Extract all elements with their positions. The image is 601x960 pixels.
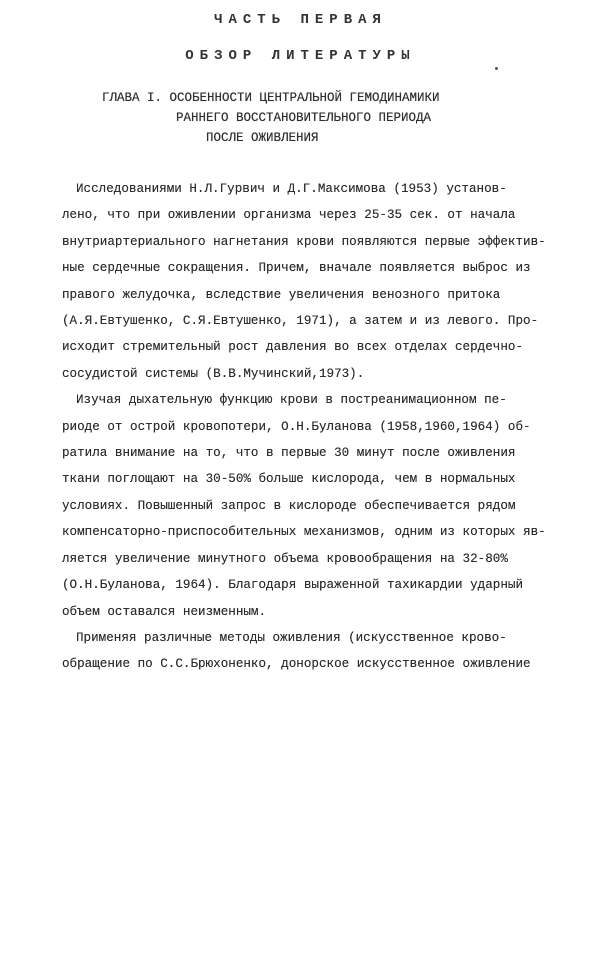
chapter-heading-line-1: ГЛАВА I. ОСОБЕННОСТИ ЦЕНТРАЛЬНОЙ ГЕМОДИНАМИКИ — [102, 91, 440, 105]
text-line: сосудистой системы (В.В.Мучинский,1973). — [62, 366, 365, 381]
text-line: Изучая дыхательную функцию крови в постреанимационном пе- — [76, 393, 507, 408]
text-line: ткани поглощают на 30-50% больше кислорода, чем в нормальных — [62, 472, 516, 487]
body-text — [62, 176, 556, 678]
text-line: ляется увеличение минутного объема кровообращения на 32-80% — [62, 551, 508, 566]
chapter-heading-line-2: РАННЕГО ВОССТАНОВИТЕЛЬНОГО ПЕРИОДА — [176, 111, 432, 125]
text-line: (А.Я.Евтушенко, С.Я.Евтушенко, 1971), а затем и из левого. Про- — [62, 314, 539, 329]
text-line: ные сердечные сокращения. Причем, вначале появляется выброс из — [62, 261, 531, 276]
text-line: исходит стремительный рост давления во всех отделах сердечно- — [62, 340, 524, 355]
chapter-heading-line-3: ПОСЛЕ ОЖИВЛЕНИЯ — [206, 131, 319, 145]
chapter-heading — [102, 88, 502, 148]
text-line: Исследованиями Н.Л.Гурвич и Д.Г.Максимова (1953) установ- — [76, 182, 507, 196]
text-line: компенсаторно-приспособительных механизмов, одним из которых яв- — [62, 525, 546, 540]
text-line: (О.Н.Буланова, 1964). Благодаря выраженной тахикардии ударный — [62, 578, 524, 593]
ink-speck — [495, 67, 498, 70]
section-title: ОБЗОР ЛИТЕРАТУРЫ — [185, 48, 416, 64]
text-line: внутриартериального нагнетания крови появляются первые эффектив- — [62, 234, 546, 249]
text-line: риоде от острой кровопотери, О.Н.Буланова (1958,1960,1964) об- — [62, 419, 531, 434]
text-line: условиях. Повышенный запрос в кислороде обеспечивается рядом — [62, 498, 516, 513]
text-line: Применяя различные методы оживления (искусственное крово- — [76, 630, 507, 645]
text-line: объем оставался неизменным. — [62, 604, 267, 619]
text-line: обращение по С.С.Брюхоненко, донорское искусственное оживление — [62, 657, 531, 672]
text-line: правого желудочка, вследствие увеличения венозного притока — [62, 287, 501, 302]
part-title: ЧАСТЬ ПЕРВАЯ — [214, 12, 387, 28]
text-line: ратила внимание на то, что в первые 30 минут после оживления — [62, 446, 516, 461]
text-line: лено, что при оживлении организма через 25-35 сек. от начала — [62, 208, 516, 223]
